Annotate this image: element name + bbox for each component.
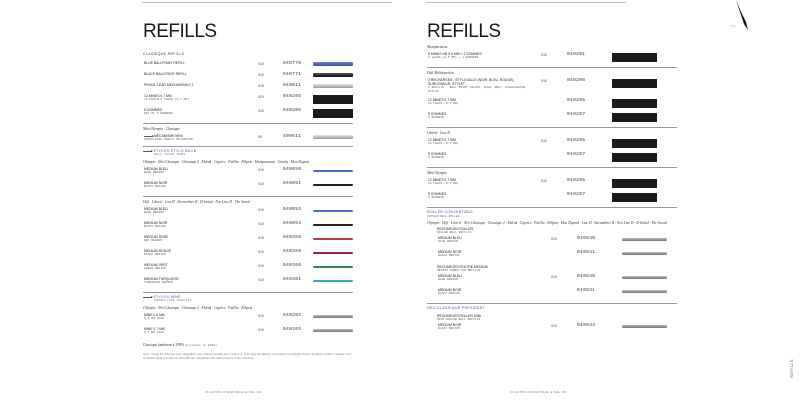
compat-line: Défi Multifonction [427, 71, 454, 75]
list-item [427, 97, 677, 111]
product-image [612, 53, 657, 62]
section-heading: ROLLER CONVERTIBLE [427, 210, 474, 214]
divider [427, 167, 677, 168]
item-title: MEDIUM NOIR [144, 221, 168, 226]
item-name [144, 221, 254, 229]
roller-group [427, 227, 677, 301]
item-english: BLUE MEDIUM [438, 240, 458, 243]
compat-line: Liberté · Line D [427, 131, 450, 135]
item-title: MEDIUM BLEU [144, 207, 168, 212]
product-image [612, 193, 657, 202]
refill-list [437, 273, 677, 301]
product-image [612, 153, 657, 162]
refill-list [143, 60, 353, 121]
footnote: Note : Toutes les recharges sont compatibles avec d'autres produits de la collection. Pour toute information concernant les recharges d'autres produits, veuillez consulter votre revendeur agréé S.T. Dupont. All refills are compatible with other products of the collection. [143, 352, 352, 360]
item-english: 5 RUBBERS [428, 196, 445, 199]
compat-line: Olympio · Néo-Classique · Classique 2 · Eldrak · Caprice · Fidélio · Ellipsis [143, 306, 253, 311]
item-qty: X10 [551, 237, 557, 241]
product-image [313, 266, 353, 268]
compat-line: Mini Olympio · Classique [143, 127, 180, 131]
product-image [313, 84, 353, 88]
item-name [428, 138, 538, 146]
list-item [143, 206, 353, 220]
section-heading [143, 295, 353, 302]
list-item [427, 77, 677, 97]
list-item [143, 326, 353, 340]
item-name [144, 313, 254, 321]
item-title: MEDIUM BLEU [144, 167, 168, 172]
compat-line: Olympio · Néo-Classique · Classique 2 · Eldrak · Caprice · Fidélio · Ellipsis · Montparnasse · Gatsby · Mon Dupont [143, 160, 310, 165]
item-english: 6 REFILLS - BALL POINT (BLACK, BLUE, RED), HIGHLIGHTER, STYLUS [428, 86, 528, 93]
list-item [143, 312, 353, 326]
item-ref: 040358 [283, 235, 302, 241]
item-title: 12 MINES 0,7 MM [428, 178, 456, 182]
section-heading: NEO-CLASSIQUE PRESIDENT [427, 306, 486, 310]
list-item [143, 133, 353, 144]
item-qty: X10 [541, 139, 547, 143]
refill-list [143, 166, 353, 194]
item-ref: 040771 [283, 72, 302, 77]
item-ref: 040811 [283, 83, 302, 88]
product-image [313, 210, 353, 212]
section-english: BALL POINT PENS [154, 153, 186, 157]
page-title: REFILLS [143, 21, 217, 42]
item-name [144, 94, 254, 102]
product-image [612, 113, 657, 122]
refill-list [143, 312, 353, 340]
list-item [143, 180, 353, 194]
item-english: BLACK MEDIUM [438, 292, 460, 295]
compat-line: Olympio · Défi · Liberté · Néo-Classique · Classique 2 · Eldrak · Caprice · Fidélio · Ellipsis · Mon Dupont · Line D · Streamliner R · Neo Line D · D-Initial · The Sword [427, 221, 667, 225]
list-item [437, 287, 677, 301]
list-item [437, 235, 677, 249]
item-ref: 040770 [283, 61, 302, 66]
list-item [143, 248, 353, 262]
item-qty: X10 [551, 275, 557, 279]
item-name [428, 192, 538, 200]
item-ref: 040051 [283, 181, 302, 187]
item-ref: 040360 [283, 263, 302, 269]
item-qty: X10 [258, 278, 264, 283]
item-name [438, 323, 548, 331]
item-title: PENCIL LEAD MECHANISM 0,7 [144, 83, 194, 87]
item-english: BLUE MEDIUM [144, 211, 164, 215]
item-name [438, 236, 548, 244]
item-english: 0,7 MM LEAD [144, 331, 164, 335]
item-name [144, 181, 254, 189]
classique-note-en: (previous to 1999) [184, 344, 217, 348]
group-title-fr: RECHARGES FEUTRE MEDIUM [437, 265, 488, 269]
item-name [144, 61, 254, 65]
list-item [143, 276, 353, 290]
item-name [438, 288, 548, 296]
item-title: MEDIUM BLEU [438, 236, 462, 240]
item-title: 3 RECHARGES - STYLO BILLE (NOIR, BLEU, ROUGE), SURLIGNEUR, STYLET [428, 78, 515, 86]
item-english: RED MEDIUM [144, 239, 163, 243]
section-heading [143, 149, 353, 156]
product-image [313, 109, 353, 118]
list-item [427, 51, 677, 65]
item-ref: 040201 [567, 52, 586, 57]
section-english: PROPELLING PENCILS [154, 299, 192, 303]
item-ref: 400611 [283, 134, 302, 139]
item-name [144, 134, 254, 142]
group-title-en: ROLLER BALL REFILLS [437, 231, 472, 234]
item-name [144, 83, 254, 87]
group-title [437, 314, 677, 322]
item-title: MEDIUM ROUGE [144, 249, 172, 254]
list-item [143, 82, 353, 93]
item-title: 8 MINES HB 0,5 MM + 2 GOMMES [428, 52, 482, 56]
divider [143, 146, 353, 147]
right-content [427, 42, 677, 336]
item-ref: 040053 [283, 207, 302, 213]
product-image [313, 224, 353, 226]
group-title-fr: RECHARGES ROLLER MINI [437, 314, 482, 318]
list-item [143, 262, 353, 276]
item-ref: 040206 [283, 108, 302, 113]
item-ref: 040207 [567, 152, 586, 157]
item-qty: X10 [541, 79, 547, 83]
list-item [427, 177, 677, 191]
item-title: 5 GOMMES [428, 152, 447, 156]
divider [143, 196, 353, 197]
item-qty: X10 [258, 62, 264, 66]
group-title [437, 227, 677, 235]
list-item [427, 151, 677, 165]
item-english: BLUE MEDIUM [438, 278, 458, 281]
list-item [143, 234, 353, 248]
item-name [428, 52, 538, 60]
compat-line: Mini Olympio [427, 171, 448, 175]
item-english: GREEN MEDIUM [144, 267, 166, 271]
top-rule [142, 2, 392, 3]
item-english: 12 PENCILS LEADS (0,7 MM) [144, 98, 190, 101]
item-ref: 040205 [567, 178, 586, 183]
group-title-en: MINI ROLLER BALL REFILLS [437, 318, 481, 321]
item-title: MEDIUM NOIR [438, 288, 462, 292]
item-ref: 040359 [283, 249, 302, 255]
refill-list [427, 177, 677, 205]
item-ref: 040361 [283, 277, 302, 283]
product-image [612, 79, 657, 88]
product-image [313, 135, 353, 139]
item-title: MEDIUM BLEU [438, 274, 462, 278]
product-image [622, 276, 667, 279]
item-name [144, 327, 254, 335]
product-image [313, 95, 353, 104]
item-english: BLUE MEDIUM [144, 171, 164, 175]
item-title: 12 MINES 0,7 MM [428, 138, 456, 142]
item-name [144, 207, 254, 215]
divider [143, 123, 353, 124]
product-image [622, 252, 667, 255]
refill-list [437, 235, 677, 263]
item-title: MEDIUM NOIR [438, 250, 462, 254]
item-name [144, 277, 254, 285]
item-qty: X10 [258, 182, 264, 187]
item-ref: 040206 [567, 78, 586, 83]
item-ref: 040202 [283, 313, 302, 319]
item-english: BLACK MEDIUM [144, 185, 166, 189]
item-ref: 040831 [577, 288, 596, 293]
pencil-icon [144, 134, 153, 138]
item-qty: X10 [258, 208, 264, 213]
list-item [143, 166, 353, 180]
compat-line: Montparnasse [427, 45, 448, 49]
item-name [428, 98, 538, 106]
item-english: BLACK MEDIUM [144, 253, 166, 257]
item-qty: X10 [258, 73, 264, 77]
product-image [313, 238, 353, 240]
list-item [437, 322, 677, 336]
item-ref: 040830 [577, 274, 596, 279]
list-item [427, 137, 677, 151]
item-title: MINE 0,7 MM [144, 327, 165, 332]
product-image [622, 290, 667, 293]
item-qty: X10 [258, 95, 264, 99]
item-name [438, 274, 548, 282]
item-ref: 040203 [283, 327, 302, 333]
item-english: 5 RUBBERS [428, 156, 445, 159]
item-english: BLACK MEDIUM [144, 225, 166, 229]
compat-line: Défi · Liberté · Line D · Streamliner R · D-Initial · Neo Line D · The Sword [143, 200, 251, 205]
item-ref: 040207 [567, 112, 586, 117]
item-title: MEDIUM ROSE [144, 235, 169, 240]
item-english: SET OF 5 RUBBERS [144, 112, 173, 115]
list-item [427, 111, 677, 125]
product-image [313, 280, 353, 282]
list-item [143, 220, 353, 234]
item-title: MEDIUM TURQUOISE [144, 277, 179, 282]
product-image [612, 179, 657, 188]
refill-list [427, 51, 677, 65]
item-name [428, 112, 538, 120]
item-name [428, 152, 538, 160]
item-english: 12 LEADS (0,7 MM) [428, 102, 459, 105]
item-title: MEDIUM NOIR [144, 181, 168, 186]
classique-note [143, 343, 353, 347]
item-title: MÉCANISME MINI [153, 134, 183, 138]
list-item [143, 107, 353, 121]
item-qty: X10 [258, 168, 264, 173]
item-ref: 040205 [567, 138, 586, 143]
item-qty: X10 [551, 324, 557, 328]
item-english: 12 LEADS (0,7 MM) [428, 142, 459, 145]
item-qty: X10 [258, 250, 264, 255]
divider [143, 292, 353, 293]
list-item [437, 249, 677, 263]
item-title: BLUE BALLPOINT REFILL [144, 61, 185, 65]
item-qty: X10 [258, 264, 264, 269]
item-name [144, 263, 254, 271]
pen-nib-illustration [730, 0, 752, 32]
item-ref: 040207 [567, 192, 586, 197]
item-qty: X10 [258, 222, 264, 227]
item-qty: X10 [258, 328, 264, 333]
pencil-icon [143, 295, 152, 299]
item-name [144, 72, 254, 76]
divider [427, 207, 677, 208]
left-content [143, 50, 353, 360]
section-heading: CLASSIQUE REFILLS [143, 52, 185, 56]
item-title: 5 GOMMES [428, 192, 447, 196]
product-image [313, 170, 353, 172]
section-title: STYLOS STYLO BILLE [153, 149, 197, 153]
right-page [400, 0, 800, 400]
product-image [622, 325, 667, 328]
item-english: 12 LEADS (0,7 MM) [428, 182, 459, 185]
classique-note-fr: Classique (antérieur à 1999) [143, 343, 184, 348]
item-ref: 040054 [283, 221, 302, 227]
product-image [612, 99, 657, 108]
item-name [144, 167, 254, 175]
list-item [427, 191, 677, 205]
group-title-en: MEDIUM FIBER TIP REFILLS [437, 269, 481, 272]
item-english: 5 RUBBERS [428, 116, 445, 119]
item-qty: X10 [258, 236, 264, 241]
item-title: 12 MINES 0,7 MM [144, 94, 172, 98]
section-english: CONVERTIBLE ROLLER [427, 215, 460, 218]
item-title: 5 GOMMES [144, 108, 163, 112]
page-footer: COLLECTION INTERNATIONALE ■ PAGE 149 [205, 391, 262, 394]
section-title: STYLOS MINE [153, 295, 181, 300]
item-title: BLACK BALLPOINT REFILL [144, 72, 188, 76]
item-ref: 040205 [283, 94, 302, 99]
list-item [143, 60, 353, 71]
item-title: 5 GOMMES [428, 112, 447, 116]
divider [427, 303, 677, 304]
side-tab: REFILLS [789, 358, 794, 378]
item-name [144, 108, 254, 116]
item-ref: 040205 [567, 98, 586, 103]
list-item [143, 93, 353, 107]
top-rule [426, 2, 626, 3]
item-english: 0,5 MM LEAD [144, 317, 164, 321]
page-footer: COLLECTION INTERNATIONALE ■ PAGE 150 [510, 391, 567, 394]
list-item [143, 71, 353, 82]
item-ref: 040843 [577, 323, 596, 328]
item-title: 12 MINES 0,7 MM [428, 98, 456, 102]
item-qty: X10 [541, 53, 547, 57]
item-name [438, 250, 548, 258]
product-image [313, 329, 353, 332]
mini-group [427, 314, 677, 336]
item-qty: X10 [258, 84, 264, 88]
item-qty: X10 [258, 109, 264, 113]
item-name [428, 178, 538, 186]
refill-list [437, 322, 677, 336]
product-image [313, 315, 353, 318]
item-english: TURQUOISE MEDIUM [144, 281, 173, 285]
item-title: MINE 0,5 MM [144, 313, 165, 318]
divider [427, 67, 677, 68]
group-title-fr: RECHARGES ROLLER [437, 227, 473, 231]
product-image [313, 184, 353, 186]
refill-list [427, 137, 677, 165]
refill-list [143, 206, 353, 290]
item-ref: 040841 [577, 250, 596, 255]
list-item [437, 273, 677, 287]
item-qty: X10 [258, 314, 264, 319]
product-image [313, 73, 353, 77]
product-image [612, 139, 657, 148]
page-title: REFILLS [427, 21, 501, 42]
item-name [144, 249, 254, 257]
item-english: 8 LEADS (0,5 MM) + 2 RUBBERS [428, 56, 479, 59]
group-title [437, 265, 677, 273]
item-english: PROPELLING PENCIL MECHANISM [144, 138, 193, 142]
item-ref: 040050 [283, 167, 302, 173]
item-name [428, 78, 538, 94]
pen-icon [143, 149, 152, 153]
item-title: MEDIUM VERT [144, 263, 168, 268]
item-english: BLACK MEDIUM [438, 254, 460, 257]
item-qty: X5 [258, 135, 262, 139]
item-english: BLACK MEDIUM [438, 327, 460, 330]
product-image [313, 62, 353, 66]
refill-list [427, 77, 677, 125]
divider [427, 127, 677, 128]
item-qty: X10 [541, 179, 547, 183]
product-image [313, 252, 353, 254]
item-name [144, 235, 254, 243]
product-image [622, 238, 667, 241]
item-ref: 040840 [577, 236, 596, 241]
item-title: MEDIUM NOIR [438, 323, 462, 327]
